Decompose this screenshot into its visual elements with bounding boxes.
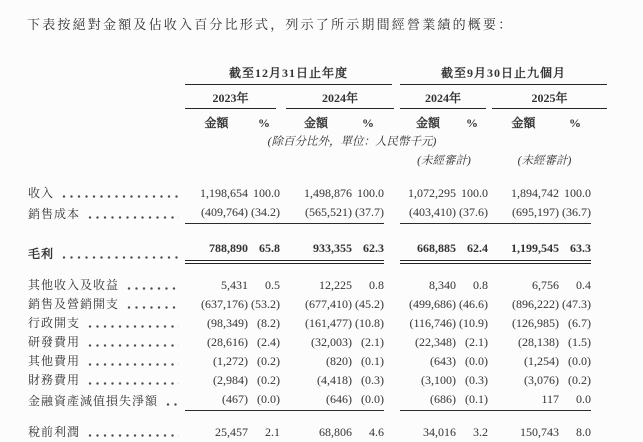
row-label-cell	[28, 245, 185, 264]
table-header-columns	[28, 114, 591, 131]
row-amount: (4,418)	[317, 373, 352, 387]
row-amount: (467)	[185, 390, 248, 411]
row-percent: 63.3	[559, 239, 591, 264]
table-row	[28, 314, 591, 333]
row-amount: (2,984)	[213, 373, 248, 387]
intro-paragraph: 下表按絕對金額及佔收入百分比形式，列示了所示期間經營業績的概要：	[27, 17, 514, 32]
row-amount: (820)	[326, 354, 352, 368]
row-amount: (22,348)	[415, 335, 456, 349]
row-percent: 0.8	[369, 278, 384, 292]
amount-header: 金額	[511, 116, 536, 130]
row-percent: (37.6)	[456, 203, 488, 224]
row-amount: (28,616)	[207, 335, 248, 349]
row-label-cell	[28, 392, 185, 411]
percent-header: %	[569, 116, 581, 130]
row-amount: (32,003)	[311, 335, 352, 349]
year-header-2025: 2025年	[492, 89, 607, 109]
row-percent: (37.7)	[352, 203, 384, 224]
dot-leader	[127, 286, 179, 291]
row-amount: (646)	[280, 390, 352, 411]
dot-leader	[62, 194, 179, 199]
year-header-2023: 2023年	[185, 89, 276, 109]
dot-leader	[88, 324, 179, 329]
row-percent: 65.8	[248, 239, 280, 264]
amount-header: 金額	[303, 116, 328, 130]
row-percent: 0.8	[473, 278, 488, 292]
row-label-cell	[28, 371, 185, 390]
row-label: 毛利	[28, 247, 55, 261]
row-percent: (2.4)	[257, 335, 280, 349]
row-amount: 5,431	[221, 278, 248, 292]
table-row	[28, 203, 591, 224]
row-label: 其他收入及收益	[28, 278, 120, 292]
row-label-cell	[28, 423, 185, 442]
group-gap	[384, 332, 400, 333]
row-amount: 150,743	[520, 425, 559, 439]
table-row	[28, 239, 591, 264]
year-header-2024: 2024年	[286, 89, 394, 109]
row-amount: 12,225	[319, 278, 352, 292]
row-amount: (686)	[400, 390, 456, 411]
table-unaudited-row	[28, 152, 591, 168]
row-percent: 3.2	[473, 425, 488, 439]
row-percent: (0.2)	[568, 373, 591, 387]
row-amount: (695,197)	[488, 203, 559, 224]
row-percent: (53.2)	[251, 297, 280, 311]
row-label: 金融資產減值損失淨額	[28, 394, 159, 408]
row-amount: 1,199,545	[488, 239, 559, 264]
row-amount: (161,477)	[305, 316, 352, 330]
row-percent: 0.4	[576, 278, 591, 292]
row-amount: 34,016	[423, 425, 456, 439]
row-percent: (0.0)	[352, 390, 384, 411]
row-percent: (0.0)	[568, 354, 591, 368]
row-percent: (0.3)	[465, 373, 488, 387]
row-amount: (98,349)	[207, 316, 248, 330]
row-percent: (0.0)	[465, 354, 488, 368]
row-amount: 117	[488, 390, 559, 411]
row-percent: (45.2)	[355, 297, 384, 311]
row-percent: (47.3)	[562, 297, 591, 311]
dot-leader	[166, 402, 179, 407]
row-percent: 2.1	[265, 425, 280, 439]
percent-header: %	[362, 116, 374, 130]
row-percent: (0.0)	[248, 390, 280, 411]
row-amount: 788,890	[185, 239, 248, 264]
amount-header: 金額	[415, 116, 440, 130]
row-label: 行政開支	[28, 316, 81, 330]
row-label: 銷售及營銷開支	[28, 297, 120, 311]
dot-leader	[88, 381, 179, 386]
row-percent: (0.1)	[361, 354, 384, 368]
row-label: 銷售成本	[28, 207, 81, 221]
row-percent: (2.1)	[465, 335, 488, 349]
group-gap	[384, 263, 400, 264]
row-amount: (896,222)	[512, 297, 559, 311]
row-percent: 62.3	[352, 239, 384, 264]
row-percent: 100.0	[461, 186, 488, 200]
dot-leader	[88, 362, 179, 367]
row-label-cell	[28, 352, 185, 371]
percent-header: %	[466, 116, 478, 130]
row-percent: 8.0	[576, 425, 591, 439]
row-percent: (34.2)	[248, 203, 280, 224]
group-gap	[384, 370, 400, 371]
year-header-2024-9m: 2024年	[400, 89, 486, 109]
row-percent: 100.0	[357, 186, 384, 200]
row-percent: (1.5)	[568, 335, 591, 349]
table-row	[28, 276, 591, 295]
row-label: 收入	[28, 186, 55, 200]
table-unit-note-row	[28, 131, 591, 149]
row-amount: 8,340	[429, 278, 456, 292]
table-header-groups	[28, 64, 591, 85]
row-label: 其他費用	[28, 354, 81, 368]
table-row	[28, 295, 591, 314]
label-column-spacer	[28, 130, 185, 131]
row-percent: (8.2)	[257, 316, 280, 330]
column-group-annual: 截至12月31日止年度	[185, 64, 392, 85]
row-percent: (0.1)	[456, 390, 488, 411]
row-label-cell	[28, 333, 185, 352]
row-amount: (643)	[430, 354, 456, 368]
table-row	[28, 352, 591, 371]
row-percent: 62.4	[456, 239, 488, 264]
row-amount: (126,985)	[512, 316, 559, 330]
row-percent: (10.9)	[459, 316, 488, 330]
row-label-cell	[28, 184, 185, 203]
group-gap	[384, 294, 400, 295]
table-row	[28, 184, 591, 203]
row-amount: (28,138)	[518, 335, 559, 349]
unit-note: (除百分比外，單位：人民幣千元)	[267, 136, 437, 148]
table-row	[28, 333, 591, 352]
row-percent: (36.7)	[559, 203, 591, 224]
group-gap	[384, 351, 400, 352]
row-amount: 6,756	[532, 278, 559, 292]
row-percent: (2.1)	[361, 335, 384, 349]
row-label: 稅前利潤	[28, 425, 81, 439]
row-amount: 1,072,295	[408, 186, 456, 200]
row-amount: 933,355	[280, 239, 352, 264]
row-amount: 1,498,876	[304, 186, 352, 200]
group-gap	[384, 202, 400, 203]
row-amount: (3,076)	[524, 373, 559, 387]
row-amount: (677,410)	[305, 297, 352, 311]
table-row	[28, 423, 591, 442]
row-percent: 100.0	[253, 186, 280, 200]
row-percent: (6.7)	[568, 316, 591, 330]
table-header-years	[28, 89, 591, 109]
row-percent: 4.6	[369, 425, 384, 439]
row-label: 財務費用	[28, 373, 81, 387]
operating-results-table	[28, 64, 591, 442]
row-percent: 100.0	[564, 186, 591, 200]
dot-leader	[127, 305, 179, 310]
amount-header: 金額	[204, 116, 229, 130]
group-gap	[384, 223, 400, 224]
group-gap	[384, 389, 400, 390]
row-amount: (1,272)	[213, 354, 248, 368]
row-percent: (46.6)	[459, 297, 488, 311]
row-amount: (499,686)	[409, 297, 456, 311]
row-amount: (409,764)	[185, 203, 248, 224]
dot-leader	[88, 343, 179, 348]
row-percent: (0.2)	[257, 373, 280, 387]
row-amount: (637,176)	[201, 297, 248, 311]
row-percent: 0.5	[265, 278, 280, 292]
row-label-cell	[28, 295, 185, 314]
row-amount: (1,254)	[524, 354, 559, 368]
row-amount: (3,100)	[421, 373, 456, 387]
group-gap	[384, 313, 400, 314]
row-amount: 1,198,654	[200, 186, 248, 200]
row-amount: 1,894,742	[511, 186, 559, 200]
row-label-cell	[28, 314, 185, 333]
group-gap	[384, 410, 400, 411]
row-label-cell	[28, 205, 185, 224]
row-amount: (403,410)	[400, 203, 456, 224]
row-label: 研發費用	[28, 335, 81, 349]
table-row	[28, 371, 591, 390]
table-body	[28, 184, 591, 442]
row-amount: 25,457	[215, 425, 248, 439]
group-gap	[384, 130, 400, 131]
row-percent: (10.8)	[355, 316, 384, 330]
dot-leader	[62, 255, 179, 260]
unaudited-note: (未經審計)	[417, 155, 471, 167]
row-label-cell	[28, 276, 185, 295]
dot-leader	[88, 433, 179, 438]
dot-leader	[88, 215, 179, 220]
document-page	[0, 14, 643, 441]
row-percent: 0.0	[559, 390, 591, 411]
column-group-nine-months: 截至9月30日止九個月	[400, 64, 607, 85]
row-amount: (565,521)	[280, 203, 352, 224]
table-row	[28, 390, 591, 411]
row-amount: (116,746)	[409, 316, 456, 330]
row-amount: 68,806	[319, 425, 352, 439]
row-percent: (0.2)	[257, 354, 280, 368]
row-percent: (0.3)	[361, 373, 384, 387]
row-amount: 668,885	[400, 239, 456, 264]
unaudited-note: (未經審計)	[517, 155, 572, 167]
percent-header: %	[258, 116, 270, 130]
